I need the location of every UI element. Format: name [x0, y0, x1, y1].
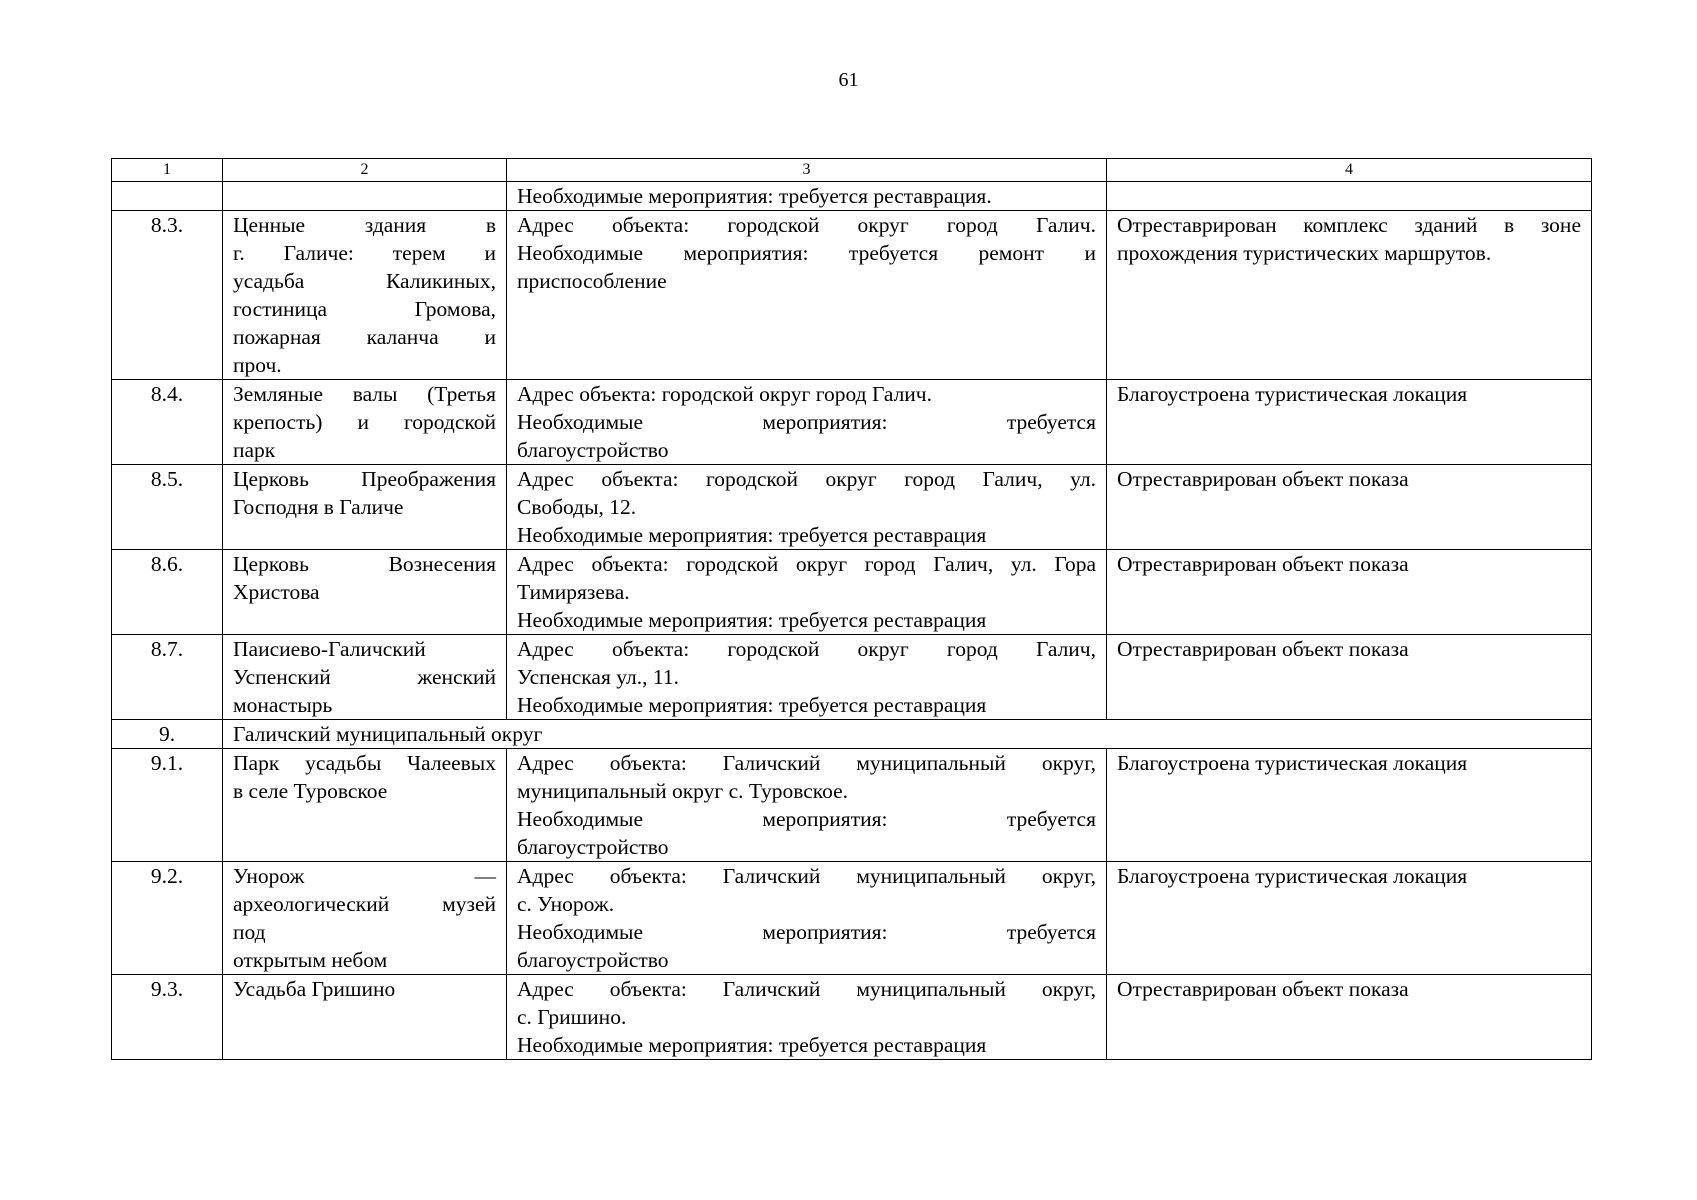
table-row [112, 635, 1592, 720]
text-line: прохождения туристических маршрутов. [1117, 241, 1492, 265]
text-line: Свободы, 12. [517, 495, 637, 519]
text-line: Отреставрирован объект показа [1117, 977, 1409, 1001]
table-row [112, 975, 1592, 1060]
text-line: Ценные здания в [233, 213, 496, 237]
object-address [507, 749, 1107, 862]
text-line: Благоустроена туристическая локация [1117, 382, 1468, 406]
text-line: благоустройство [517, 948, 669, 972]
text-line: Благоустроена туристическая локация [1117, 864, 1468, 888]
text-line: Успенская ул., 11. [517, 665, 679, 689]
text-line: Церковь Преображения [233, 467, 496, 491]
header-cell-4: 4 [1107, 159, 1592, 182]
text-line: Необходимые мероприятия: требуется реставрация [517, 693, 987, 717]
text-line: г. Галиче: терем и [233, 241, 496, 265]
text-line: Отреставрирован объект показа [1117, 637, 1409, 661]
object-name [223, 635, 507, 720]
text-line: Необходимые мероприятия: требуется [517, 807, 1096, 831]
text-line: Усадьба Гришино [233, 977, 396, 1001]
text-line: Паисиево-Галичский [233, 637, 426, 661]
text-line: Адрес объекта: городской округ город Галич, [517, 637, 1096, 661]
text-line: Необходимые мероприятия: требуется [517, 920, 1096, 944]
text-line: с. Унорож. [517, 892, 615, 916]
text-line: проч. [233, 353, 282, 377]
object-address [507, 550, 1107, 635]
object-result [1107, 749, 1592, 862]
text-line: Церковь Вознесения [233, 552, 496, 576]
object-result [1107, 211, 1592, 380]
text-line: Парк усадьбы Чалеевых [233, 751, 496, 775]
row-number: 8.5. [112, 465, 223, 550]
text-line: Адрес объекта: городской округ город Галич. [517, 382, 932, 406]
text-line: Необходимые мероприятия: требуется реставрация. [517, 184, 992, 208]
object-name [223, 749, 507, 862]
text-line: в селе Туровское [233, 779, 388, 803]
text-line: Адрес объекта: городской округ город Галич, ул. [517, 467, 1096, 491]
text-line: с. Гришино. [517, 1005, 627, 1029]
section-title [223, 720, 1592, 749]
text-line: пожарная каланча и [233, 325, 496, 349]
object-address [507, 211, 1107, 380]
row-number: 8.4. [112, 380, 223, 465]
text-line: парк [233, 438, 276, 462]
text-line: благоустройство [517, 438, 669, 462]
text-line: Необходимые мероприятия: требуется реставрация [517, 1033, 987, 1057]
text-line: под [233, 920, 266, 944]
object-address [507, 635, 1107, 720]
text-line: Отреставрирован комплекс зданий в зоне [1117, 213, 1581, 237]
row-number: 8.6. [112, 550, 223, 635]
row-number: 9.3. [112, 975, 223, 1060]
object-result [1107, 380, 1592, 465]
object-address [507, 975, 1107, 1060]
row-number: 8.3. [112, 211, 223, 380]
object-name [223, 211, 507, 380]
header-cell-3: 3 [507, 159, 1107, 182]
table-header-row [112, 159, 1592, 182]
object-name [223, 975, 507, 1060]
object-result [1107, 862, 1592, 975]
table-row [112, 380, 1592, 465]
table-row [112, 211, 1592, 380]
object-address [507, 182, 1107, 211]
table-row [112, 465, 1592, 550]
text-line: крепость) и городской [233, 410, 496, 434]
row-number: 9.1. [112, 749, 223, 862]
object-name [223, 182, 507, 211]
object-result [1107, 635, 1592, 720]
object-address [507, 380, 1107, 465]
object-address [507, 862, 1107, 975]
text-line: монастырь [233, 693, 333, 717]
text-line: гостиница Громова, [233, 297, 496, 321]
text-line: Унорож — [233, 864, 496, 888]
text-line: Адрес объекта: городской округ город Галич. [517, 213, 1096, 237]
row-number: 9. [112, 720, 223, 749]
text-line: Адрес объекта: Галичский муниципальный округ, [517, 751, 1096, 775]
object-name [223, 862, 507, 975]
text-line: открытым небом [233, 948, 388, 972]
text-line: Успенский женский [233, 665, 496, 689]
text-line: Тимирязева. [517, 580, 630, 604]
table-row [112, 182, 1592, 211]
table-row [112, 749, 1592, 862]
text-line: Галичский муниципальный округ [233, 722, 543, 746]
text-line: Христова [233, 580, 320, 604]
text-line: Необходимые мероприятия: требуется реставрация [517, 523, 987, 547]
text-line: приспособление [517, 269, 667, 293]
object-address [507, 465, 1107, 550]
section-row [112, 720, 1592, 749]
row-number: 8.7. [112, 635, 223, 720]
text-line: Земляные валы (Третья [233, 382, 496, 406]
text-line: Отреставрирован объект показа [1117, 552, 1409, 576]
object-result [1107, 182, 1592, 211]
row-number: 9.2. [112, 862, 223, 975]
objects-table [111, 158, 1592, 1060]
object-name [223, 380, 507, 465]
text-line: Господня в Галиче [233, 495, 404, 519]
text-line: Необходимые мероприятия: требуется реставрация [517, 608, 987, 632]
text-line: Необходимые мероприятия: требуется [517, 410, 1096, 434]
object-name [223, 550, 507, 635]
text-line: Необходимые мероприятия: требуется ремонт и [517, 241, 1096, 265]
text-line: Отреставрирован объект показа [1117, 467, 1409, 491]
text-line: Благоустроена туристическая локация [1117, 751, 1468, 775]
page-number: 61 [838, 69, 859, 91]
text-line: Адрес объекта: Галичский муниципальный округ, [517, 977, 1096, 1001]
header-cell-2: 2 [223, 159, 507, 182]
text-line: археологический музей [233, 892, 496, 916]
header-cell-1: 1 [112, 159, 223, 182]
object-result [1107, 550, 1592, 635]
table-row [112, 550, 1592, 635]
text-line: благоустройство [517, 835, 669, 859]
object-name [223, 465, 507, 550]
object-result [1107, 975, 1592, 1060]
text-line: усадьба Каликиных, [233, 269, 496, 293]
text-line: Адрес объекта: городской округ город Галич, ул. Гора [517, 552, 1096, 576]
table-row [112, 862, 1592, 975]
text-line: муниципальный округ с. Туровское. [517, 779, 849, 803]
row-number [112, 182, 223, 211]
object-result [1107, 465, 1592, 550]
text-line: Адрес объекта: Галичский муниципальный округ, [517, 864, 1096, 888]
